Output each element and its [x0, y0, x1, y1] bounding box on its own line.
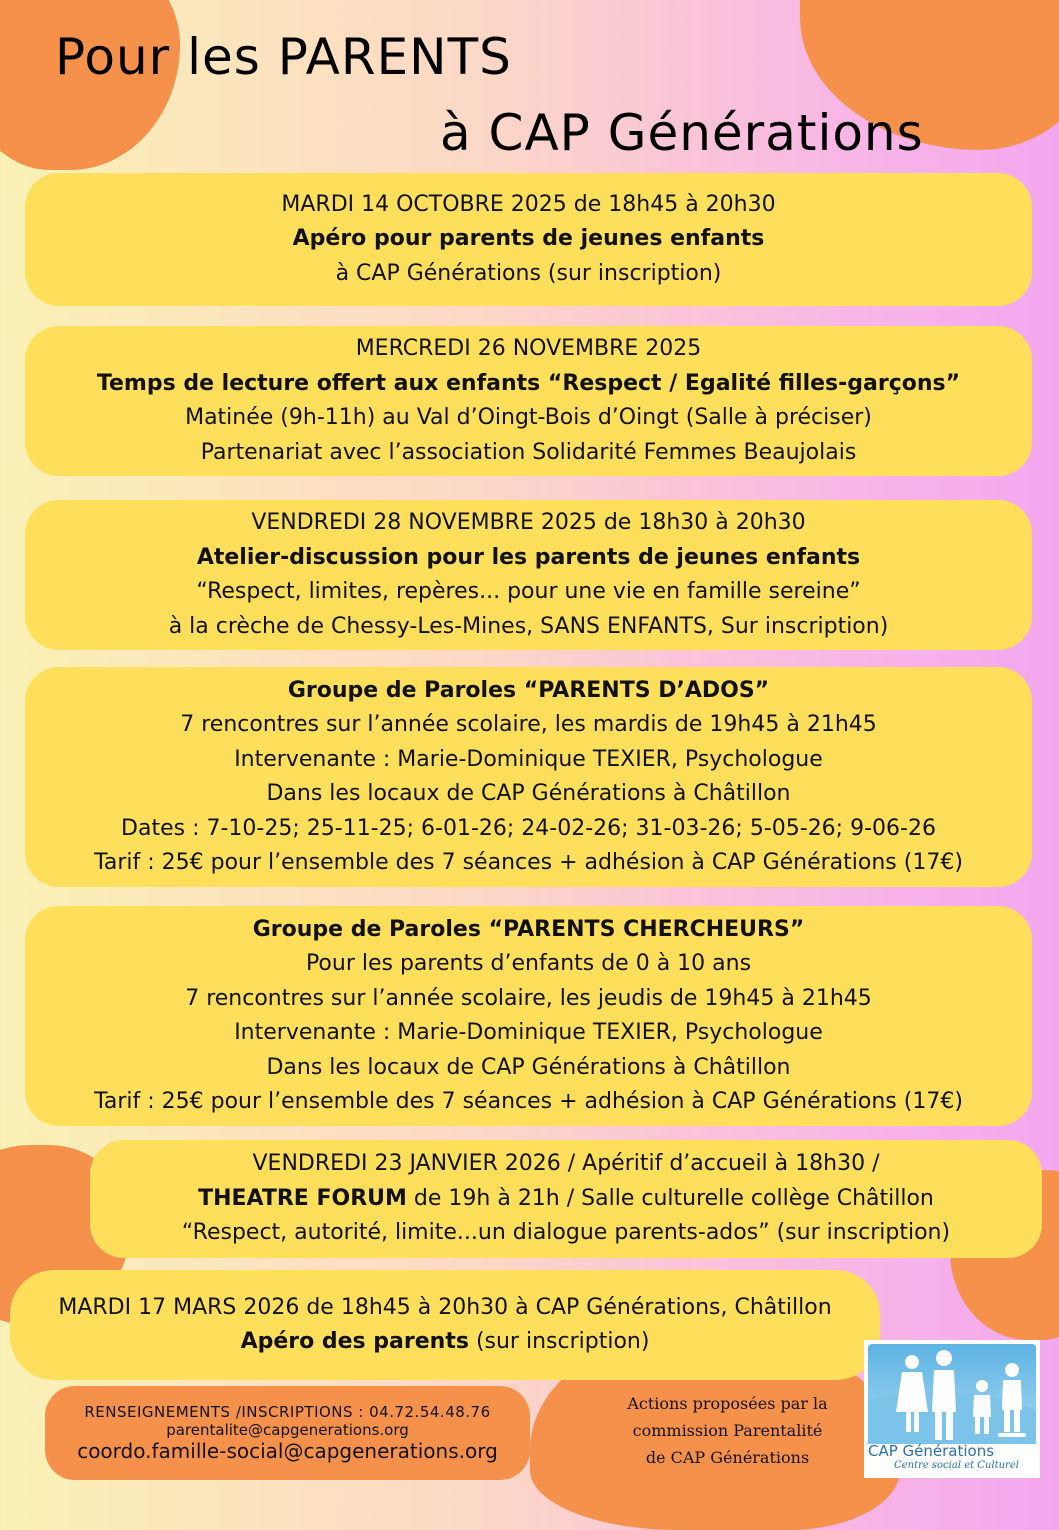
- event-detail: de 19h à 21h / Salle culturelle collège Châtillon: [406, 1185, 934, 1211]
- event-detail: (sur inscription): [468, 1329, 650, 1354]
- event-title: Groupe de Paroles “PARENTS CHERCHEURS”: [252, 916, 805, 942]
- event-detail: à CAP Générations (sur inscription): [335, 260, 722, 286]
- event-title-line: [241, 1325, 650, 1360]
- event-title: Groupe de Paroles “PARENTS D’ADOS”: [287, 677, 770, 703]
- event-date: VENDREDI 28 NOVEMBRE 2025 de 18h30 à 20h30: [251, 510, 806, 535]
- event-detail: à la crèche de Chessy-Les-Mines, SANS ENFANTS, Sur inscription): [168, 613, 889, 639]
- page-title-line-1: Pour les PARENTS: [55, 28, 512, 86]
- event-date: MARDI 17 MARS 2026 de 18h45 à 20h30 à CAP Générations, Châtillon: [58, 1294, 832, 1320]
- page-title-line-2: à CAP Générations: [440, 104, 924, 162]
- event-dates: Dates : 7-10-25; 25-11-25; 6-01-26; 24-02-26; 31-03-26; 5-05-26; 9-06-26: [121, 815, 936, 841]
- event-title: Atelier-discussion pour les parents de jeunes enfants: [196, 544, 861, 570]
- event-card-march: [10, 1270, 880, 1380]
- event-card-parents-chercheurs: [25, 906, 1032, 1126]
- event-detail: “Respect, limites, repères... pour une vie en famille sereine”: [196, 579, 861, 604]
- event-title: Temps de lecture offert aux enfants “Respect / Egalité filles-garçons”: [96, 370, 961, 396]
- event-detail: “Respect, autorité, limite...un dialogue parents-ados” (sur inscription): [181, 1220, 951, 1246]
- event-detail: Matinée (9h-11h) au Val d’Oingt-Bois d’Oingt (Salle à préciser): [185, 405, 872, 430]
- event-date: VENDREDI 23 JANVIER 2026 / Apéritif d’accueil à 18h30 /: [252, 1151, 880, 1177]
- event-card-november-26: [25, 326, 1032, 476]
- contact-email-coordo[interactable]: coordo.famille-social@capgenerations.org: [77, 1439, 498, 1463]
- event-price: Tarif : 25€ pour l’ensemble des 7 séances + adhésion à CAP Générations (17€): [94, 850, 963, 875]
- event-detail: Intervenante : Marie-Dominique TEXIER, Psychologue: [234, 1020, 823, 1045]
- event-title: Apéro des parents: [240, 1329, 469, 1354]
- event-title-line: [198, 1182, 934, 1217]
- contact-box: [45, 1386, 530, 1480]
- commission-line: commission Parentalité: [632, 1421, 823, 1440]
- event-detail: Partenariat avec l’association Solidarité Femmes Beaujolais: [200, 439, 857, 465]
- event-title: Apéro pour parents de jeunes enfants: [292, 226, 765, 252]
- cap-generations-logo: [864, 1340, 1040, 1478]
- event-detail: Intervenante : Marie-Dominique TEXIER, Psychologue: [234, 746, 823, 772]
- contact-phone[interactable]: RENSEIGNEMENTS /INSCRIPTIONS : 04.72.54.48.76: [84, 1403, 491, 1421]
- event-date: MARDI 14 OCTOBRE 2025 de 18h45 à 20h30: [281, 191, 776, 217]
- event-date: MERCREDI 26 NOVEMBRE 2025: [355, 336, 702, 361]
- contact-email-parentalite[interactable]: parentalite@capgenerations.org: [166, 1421, 409, 1439]
- event-detail: Dans les locaux de CAP Générations à Châtillon: [266, 1054, 791, 1080]
- event-card-november-28: [25, 500, 1032, 650]
- logo-name: CAP Générations: [868, 1442, 995, 1460]
- event-card-parents-ados: [25, 667, 1032, 887]
- event-card-january: [90, 1140, 1042, 1258]
- event-price: Tarif : 25€ pour l’ensemble des 7 séances + adhésion à CAP Générations (17€): [94, 1089, 963, 1114]
- commission-line: Actions proposées par la: [627, 1394, 828, 1413]
- event-title: THEATRE FORUM: [198, 1185, 407, 1211]
- commission-line: de CAP Générations: [645, 1448, 810, 1467]
- event-card-october: [25, 173, 1032, 306]
- logo-tagline: Centre social et Culturel: [894, 1460, 1019, 1471]
- event-detail: 7 rencontres sur l’année scolaire, les jeudis de 19h45 à 21h45: [185, 985, 872, 1011]
- event-detail: Dans les locaux de CAP Générations à Châtillon: [266, 781, 791, 806]
- event-detail: 7 rencontres sur l’année scolaire, les mardis de 19h45 à 21h45: [180, 712, 877, 737]
- commission-note: [590, 1390, 865, 1471]
- event-detail: Pour les parents d’enfants de 0 à 10 ans: [305, 951, 752, 976]
